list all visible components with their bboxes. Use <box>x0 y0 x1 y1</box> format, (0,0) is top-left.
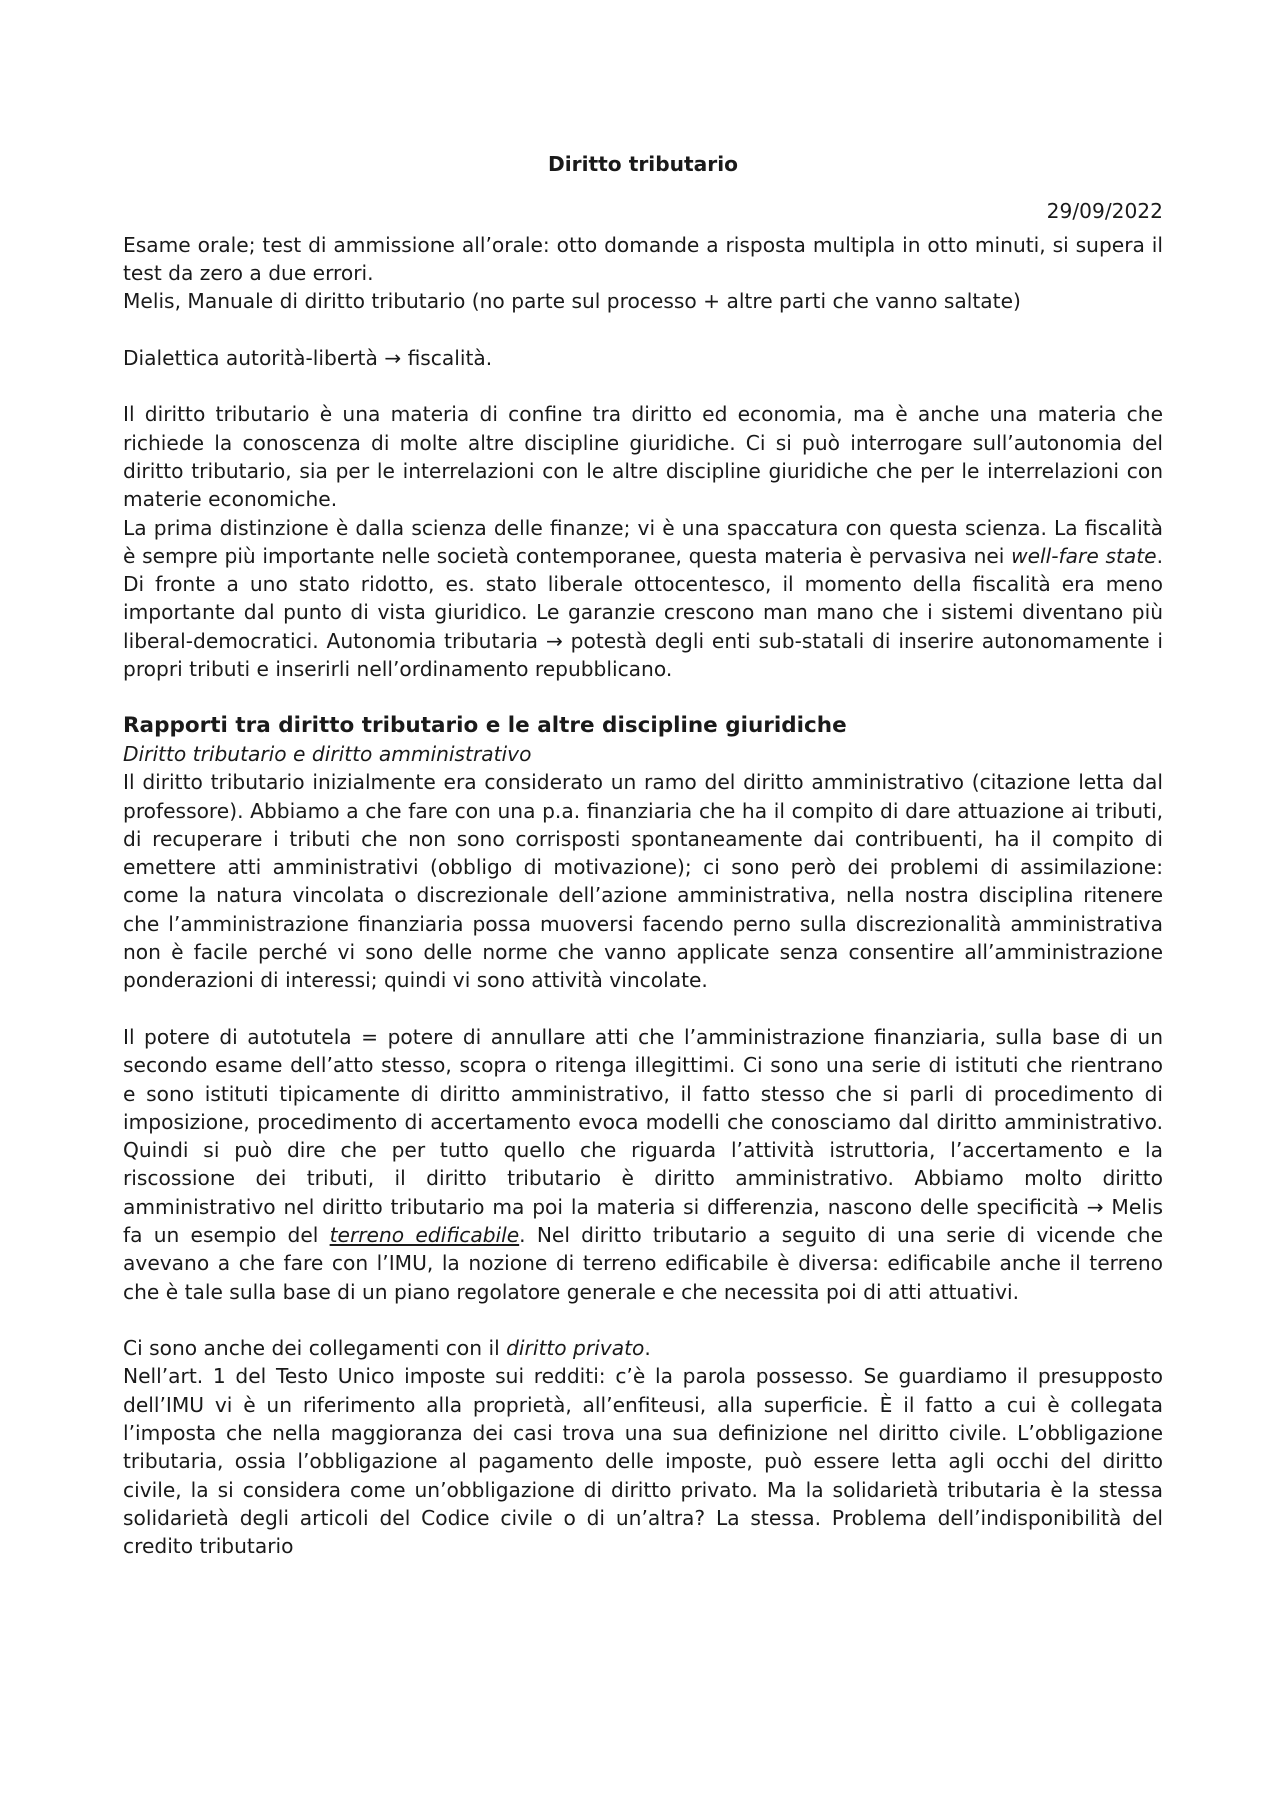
spacer <box>123 1306 1163 1334</box>
paragraph-fiscality <box>123 514 1163 684</box>
paragraph-text: . <box>644 1336 651 1361</box>
paragraph-autonomy: Il diritto tributario è una materia di confine tra diritto ed economia, ma è anche una materia che richiede la conoscenza di molte altre discipline giuridiche. Ci si può interrogare sull’autonomia del diritto tributario, sia per le interrelazioni con le altre discipline giuridiche che per le interrelazioni con materie economiche. <box>123 402 1163 512</box>
reference-line: Melis, Manuale di diritto tributario (no parte sul processo + altre parti che vanno saltate) <box>123 289 1021 314</box>
paragraph-text: . Nel diritto tributario a seguito di una serie di vicende che avevano a che fare con l’IMU, la nozione di terreno edificabile è diversa: edificabile anche il terreno che è tale sulla base di un piano regolatore generale e che necessita poi di atti attuativi. <box>123 1222 1163 1304</box>
spacer <box>123 315 1163 343</box>
spacer <box>123 372 1163 400</box>
emphasis-text: diritto privato <box>506 1336 645 1361</box>
document-date: 29/09/2022 <box>1046 199 1163 224</box>
subheading: Diritto tributario e diritto amministrativo <box>123 741 532 766</box>
section-heading: Rapporti tra diritto tributario e le altre discipline giuridiche <box>123 712 847 738</box>
paragraph-text: La fiscalità è sempre più importante nelle società contemporanee, questa materia è pervasiva nei <box>123 515 1163 568</box>
paragraph-text: Il potere di autotutela = potere di annullare atti che l’amministrazione finanziaria, sulla base di un secondo esame dell’atto stesso, scopra o ritenga illegittimi. Ci sono una serie di istituti che rientrano e sono istituti tipicamente di diritto amministrativo, il fatto stesso che si parli di procedimento di imposizione, procedimento di accertamento evoca modelli che conosciamo dal diritto amministrativo. Quindi si può dire che per tutto quello che riguarda l’attività istruttoria, l’accertamento e la riscossione dei tributi, il diritto tributario è diritto amministrativo. Abbiamo molto diritto amministrativo nel diritto tributario ma poi la materia si differenzia, nascono delle specificità → Melis fa un esempio del <box>123 1024 1163 1247</box>
document-title: Diritto tributario <box>547 152 739 176</box>
dialectic-line: Dialettica autorità-libertà → fiscalità. <box>123 345 493 370</box>
intro-line: Esame orale; test di ammissione all’orale: otto domande a risposta multipla in otto minuti, si supera il test da zero a due errori. <box>123 232 1163 285</box>
paragraph-text: Ci sono anche dei collegamenti con il <box>123 1336 507 1361</box>
paragraph-private-law-intro <box>123 1334 1163 1362</box>
paragraph-text: La prima distinzione è dalla scienza delle finanze; vi è una spaccatura con questa scienza. <box>123 515 1047 540</box>
emphasis-underlined-text: terreno edificabile <box>329 1222 520 1247</box>
paragraph-text: . Di fronte a uno stato ridotto, es. stato liberale ottocentesco, il momento della fiscalità era meno importante dal punto di vista giuridico. Le garanzie crescono man mano che i sistemi diventano più liberal-democratici. Autonomia tributaria → potestà degli enti sub-statali di inserire autonomamente i propri tributi e inserirli nell’ordinamento repubblicano. <box>123 543 1164 682</box>
paragraph-private-law: Nell’art. 1 del Testo Unico imposte sui redditi: c’è la parola possesso. Se guardiamo il presupposto dell’IMU vi è un riferimento alla proprietà, all’enfiteusi, alla superficie. È il fatto a cui è collegata l’imposta che nella maggioranza dei casi trova una sua definizione nel diritto civile. L’obbligazione tributaria, ossia l’obbligazione al pagamento delle imposte, può essere letta agli occhi del diritto civile, la si considera come un’obbligazione di diritto privato. Ma la solidarietà tributaria è la stessa solidarietà degli articoli del Codice civile o di un’altra? La stessa. Problema dell’indisponibilità del credito tributario <box>123 1364 1163 1559</box>
document-page <box>123 150 1163 1561</box>
paragraph-autotutela <box>123 1023 1163 1306</box>
intro-paragraph <box>123 231 1163 288</box>
paragraph-administrative: Il diritto tributario inizialmente era considerato un ramo del diritto amministrativo (citazione letta dal professore). Abbiamo a che fare con una p.a. finanziaria che ha il compito di dare attuazione ai tributi, di recuperare i tributi che non sono corrisposti spontaneamente dai contribuenti, ha il compito di emettere atti amministrativi (obbligo di motivazione); ci sono però dei problemi di assimilazione: come la natura vincolata o discrezionale dell’azione amministrativa, nella nostra disciplina ritenere che l’amministrazione finanziaria possa muoversi facendo perno sulla discrezionalità amministrativa non è facile perché vi sono delle norme che vanno applicate senza consentire all’amministrazione ponderazioni di interessi; quindi vi sono attività vincolate. <box>123 770 1163 993</box>
spacer <box>123 995 1163 1023</box>
spacer <box>123 683 1163 711</box>
emphasis-text: well-fare state <box>1011 543 1157 568</box>
